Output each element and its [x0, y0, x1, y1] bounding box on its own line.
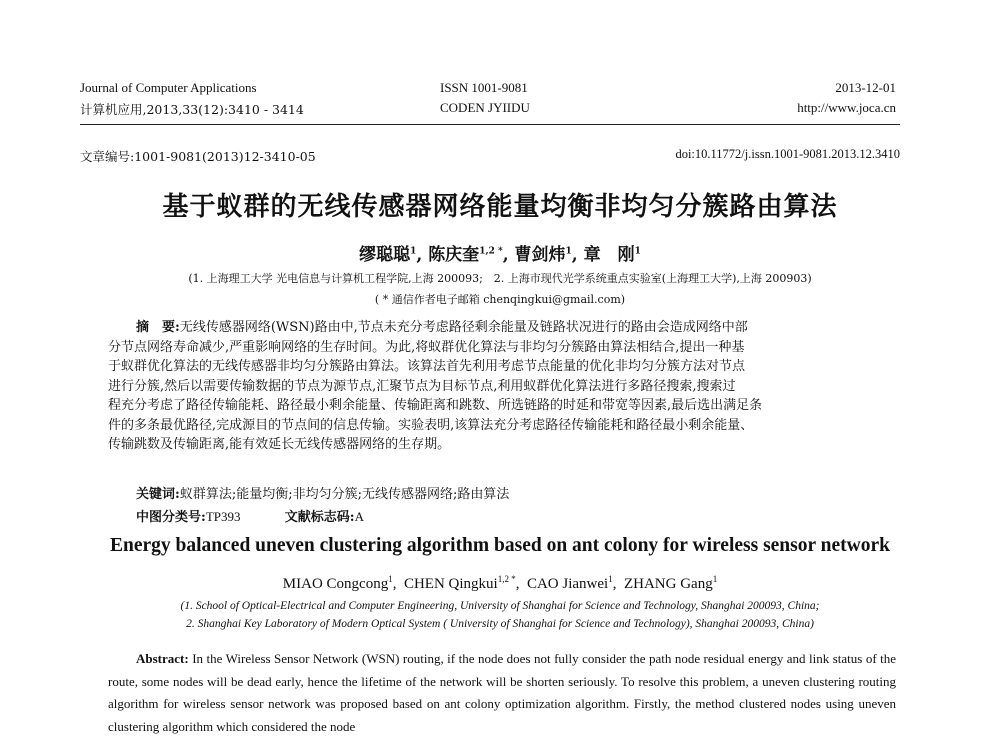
corresponding-email: ( * 通信作者电子邮箱 chenqingkui@gmail.com)	[374, 293, 626, 306]
classification-label: 中图分类号:	[136, 510, 206, 525]
abstract-cn-line-3: 于蚁群优化算法的无线传感器非均匀分簇路由算法。该算法首先利用考虑节点能量的优化非均匀分簇方法对节点	[108, 359, 746, 374]
keywords-cn	[136, 483, 509, 502]
abstract-cn-line-7: 传输跳数及传输距离,能有效延长无线传感器网络的生存期。	[108, 437, 451, 452]
author-cn-4: 章 刚	[583, 245, 635, 265]
abstract-en	[108, 648, 896, 738]
author-en-4: ZHANG Gang	[623, 576, 713, 592]
keywords-text: 蚁群算法;能量均衡;非均匀分簇;无线传感器网络;路由算法	[179, 487, 510, 502]
author-en-3-sup: 1	[608, 574, 613, 584]
journal-name-en: Journal of Computer Applications	[80, 80, 257, 95]
classification-value: TP393	[205, 509, 241, 524]
classification-row	[136, 506, 364, 525]
doi: doi:10.11772/j.issn.1001-9081.2013.12.3410	[675, 147, 900, 161]
author-en-2: CHEN Qingkui	[403, 576, 498, 592]
abstract-en-label: Abstract:	[136, 651, 189, 666]
author-en-4-sup: 1	[712, 574, 718, 584]
author-cn-1: 缪聪聪	[359, 245, 411, 265]
article-number: 文章编号:1001-9081(2013)12-3410-05	[80, 149, 316, 164]
author-cn-2: 陈庆奎	[428, 245, 480, 265]
abstract-cn-line-4: 进行分簇,然后以需要传输数据的节点为源节点,汇聚节点为目标节点,利用蚁群优化算法进行多路径搜索,搜索过	[108, 378, 736, 394]
author-cn-1-sup: 1	[410, 246, 417, 257]
author-cn-2-sup: 1,2 *	[479, 246, 503, 257]
title-cn: 基于蚁群的无线传感器网络能量均衡非均匀分簇路由算法	[162, 192, 838, 222]
doc-code-value: A	[354, 509, 364, 524]
author-cn-3: 曹剑炜	[514, 245, 566, 265]
authors-en: MIAO Congcong$^1$, CHEN Qingkui$^{1,2 *}$, CAO Jianwei$^1$, ZHANG Gang$^1$	[282, 574, 718, 592]
author-en-3: CAO Jianwei	[526, 576, 609, 592]
affiliation-cn: (1. 上海理工大学 光电信息与计算机工程学院,上海 200093; 2. 上海市现代光学系统重点实验室(上海理工大学),上海 200903)	[188, 272, 812, 285]
journal-url: http://www.joca.cn	[797, 100, 896, 115]
header-rule	[80, 124, 900, 125]
author-en-1: MIAO Congcong	[282, 576, 389, 592]
abstract-en-text: In the Wireless Sensor Network (WSN) routing, if the node does not fully consider the path node residual energy and link status of the route, some nodes will be dead early, hence the lifetime of the network will be shorten seriously. To resolve this problem, a uneven clustering routing algorithm for wireless sensor network was proposed based on ant colony optimization algorithm. Firstly, the method clustered nodes using uneven clustering algorithm which considered the node	[108, 651, 896, 734]
coden: CODEN JYIIDU	[440, 100, 530, 115]
abstract-cn-line-1: 摘 要:无线传感器网络(WSN)路由中,节点未充分考虑路径剩余能量及链路状况进行的路由会造成网络中部	[136, 320, 748, 335]
abstract-cn	[108, 318, 762, 455]
doc-code-label: 文献标志码:	[284, 510, 355, 525]
keywords-label: 关键词:	[136, 487, 180, 502]
authors-cn: 缪聪聪$^1$, 陈庆奎$^{1,2 *}$, 曹剑炜$^1$, 章 刚$^1$	[359, 245, 641, 265]
author-en-1-sup: 1	[388, 574, 393, 584]
issn: ISSN 1001-9081	[440, 80, 528, 95]
author-en-2-sup: 1,2 *	[497, 574, 516, 584]
abstract-cn-label: 摘 要:	[136, 320, 180, 335]
author-cn-4-sup: 1	[634, 246, 641, 257]
publish-date: 2013-12-01	[835, 80, 896, 95]
abstract-cn-line-5: 程充分考虑了路径传输能耗、路径最小剩余能量、传输距离和跳数、所选链路的时延和带宽等因素,最后选出满足条	[108, 398, 763, 413]
abstract-cn-line-6: 件的多条最优路径,完成源目的节点间的信息传输。实验表明,该算法充分考虑路径传输能耗和路径最小剩余能量、	[108, 417, 754, 433]
journal-citation-cn: 计算机应用,2013,33(12):3410 - 3414	[80, 102, 304, 117]
affiliation-en-1: (1. School of Optical-Electrical and Computer Engineering, University of Shanghai for Science and Technology, Shanghai 200093, China;	[180, 600, 820, 612]
abstract-cn-line-2: 分节点网络寿命减少,严重影响网络的生存时间。为此,将蚁群优化算法与非均匀分簇路由算法相结合,提出一种基	[108, 339, 745, 355]
author-cn-3-sup: 1	[565, 246, 572, 257]
affiliation-en-2: 2. Shanghai Key Laboratory of Modern Optical System ( University of Shanghai for Science and Technology), Shanghai 200093, China)	[186, 618, 814, 630]
title-en: Energy balanced uneven clustering algorithm based on ant colony for wireless sensor network	[109, 535, 890, 556]
